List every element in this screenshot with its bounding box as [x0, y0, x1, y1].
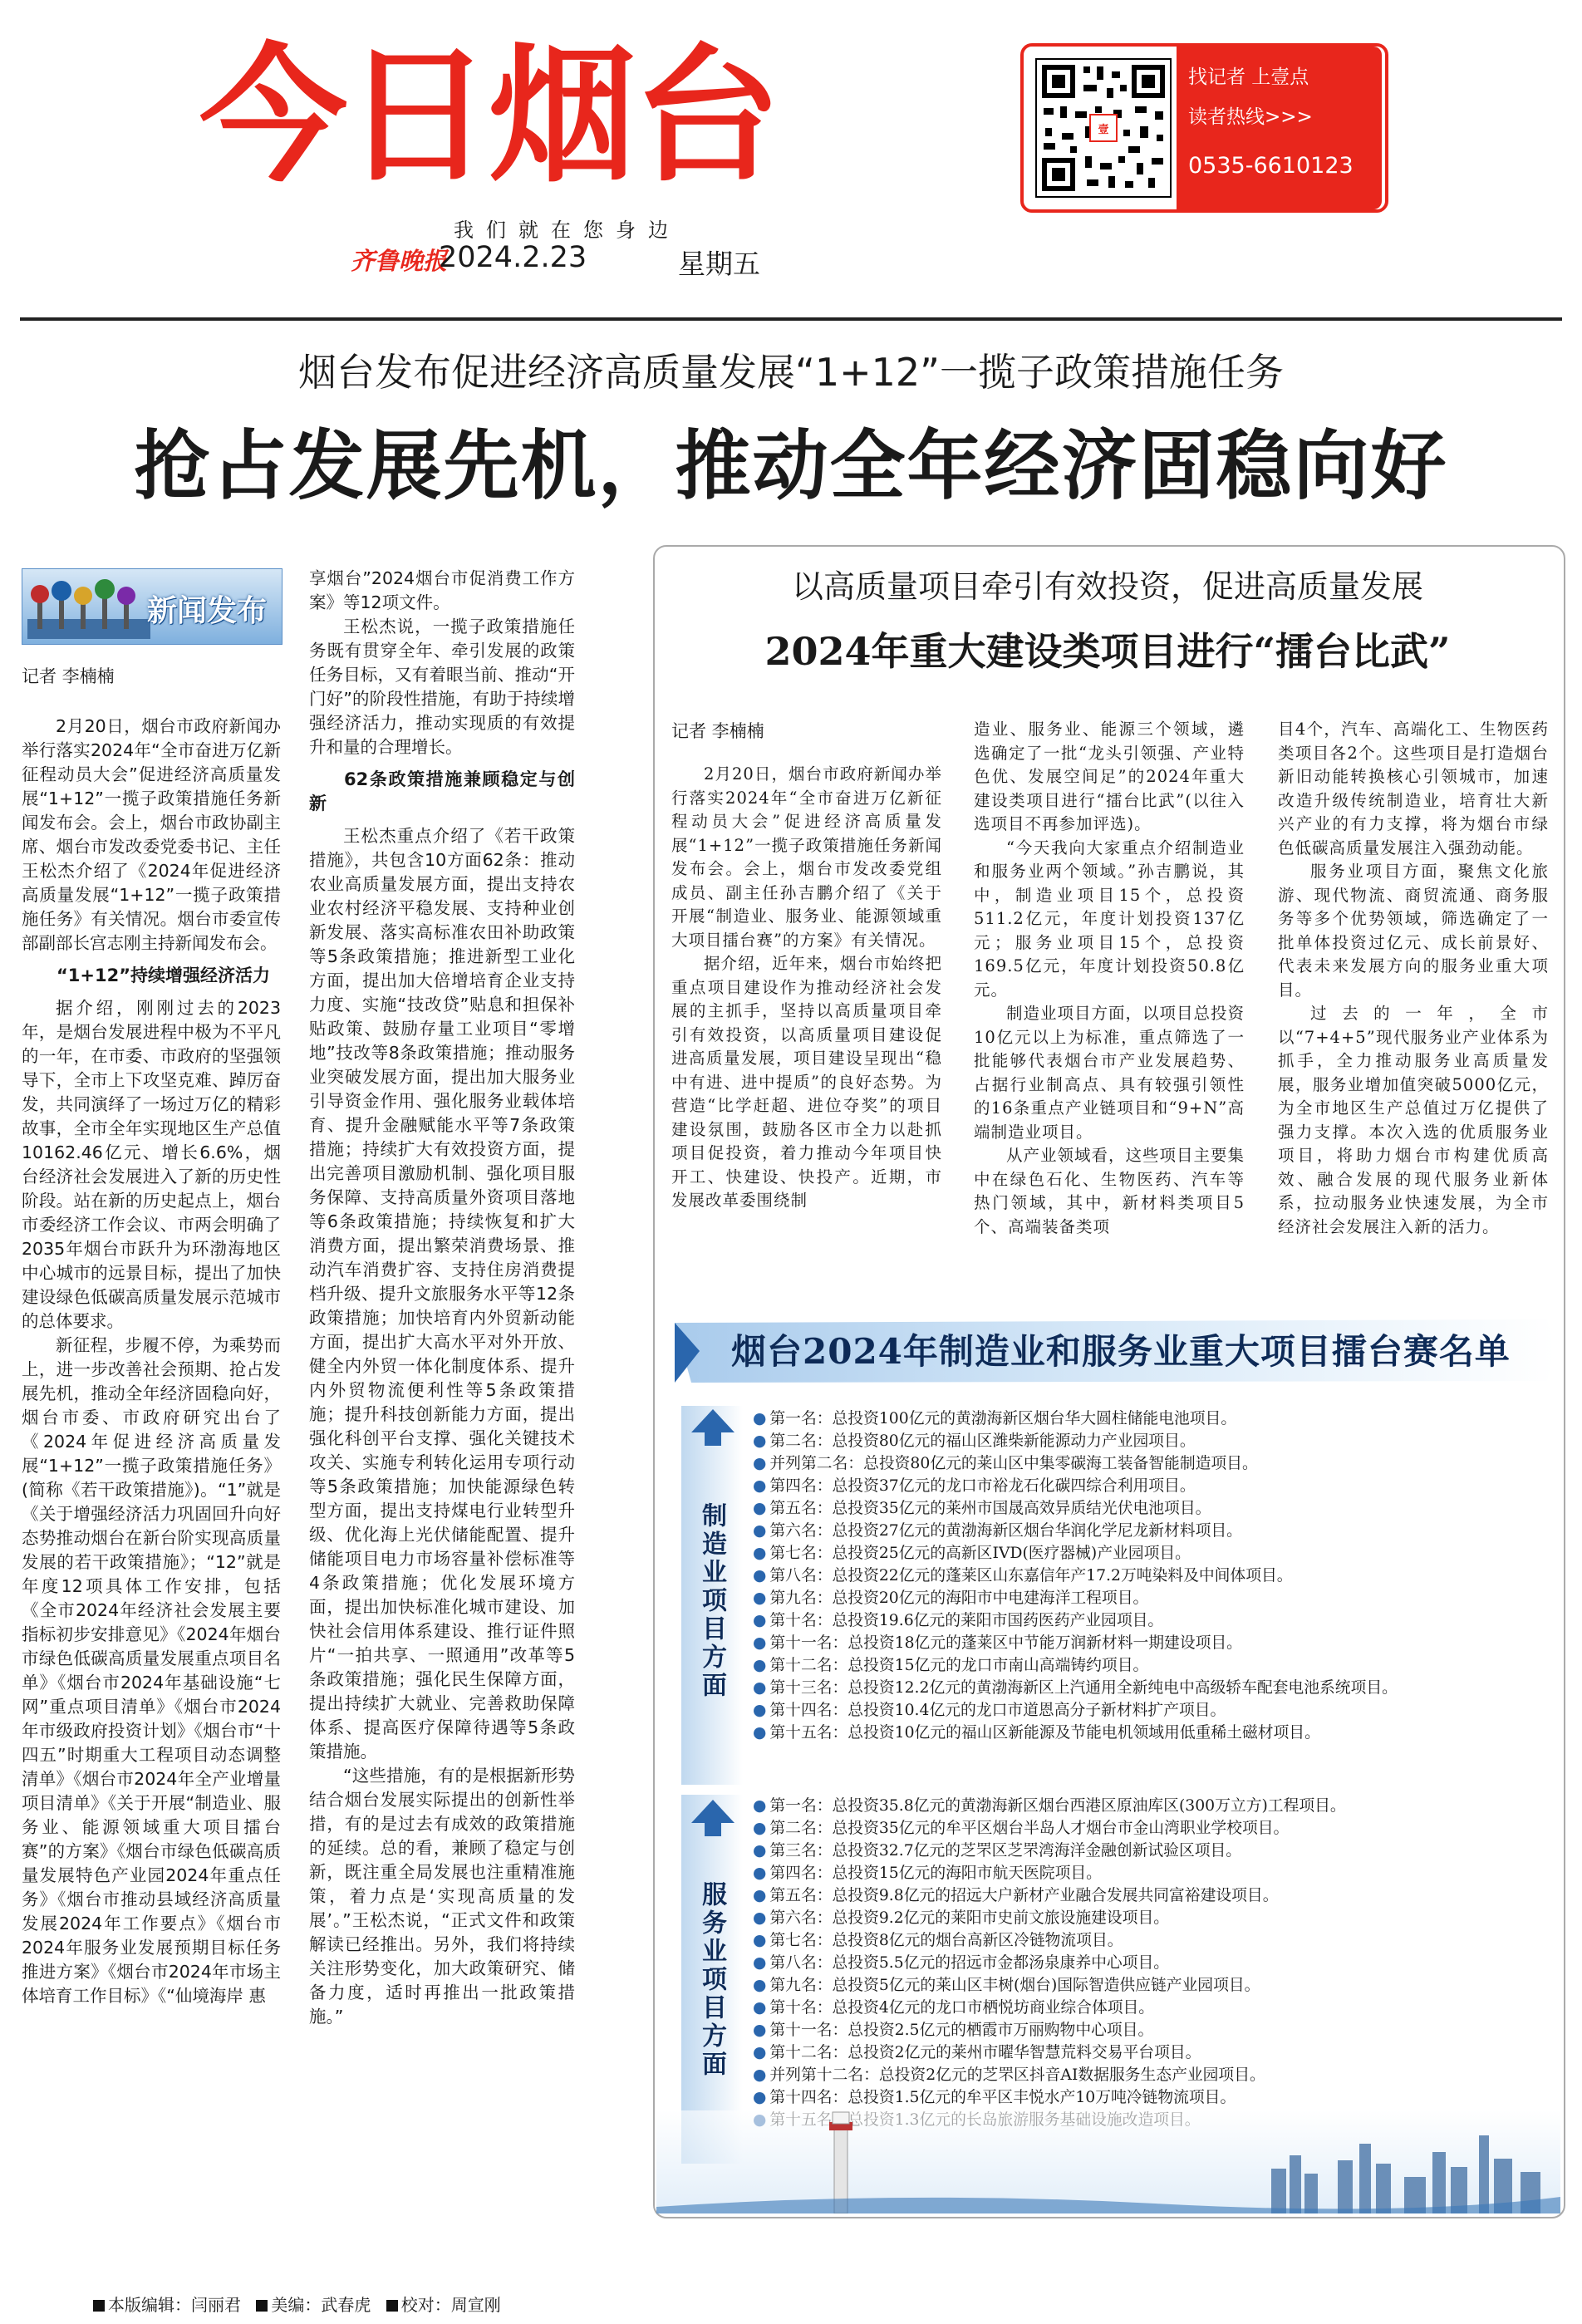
lead-paragraph: 王松杰重点介绍了《若干政策措施》，共包含10方面62条：推动农业高质量发展方面，提出支持农业农村经济平稳发展、支持种业创新发展、落实高标准农田补助政策等5条政策措施；推进新型工业化方面，提出加大倍增培育企业支持力度、实施“技改贷”贴息和担保补贴政策、鼓励存量工业项目“零增地”技改等8条政策措施；推动服务业突破发展方面，提出加大服务业引导资金作用、强化服务业载体培育、提升金融赋能水平等7条政策措施；持续扩大有效投资方面，提出完善项目激励机制、强化项目服务保障、支持高质量外资项目落地等6条政策措施；持续恢复和扩大消费方面，提出繁荣消费场景、推动汽车消费扩容、支持住房消费提档升级、提升文旅服务水平等12条政策措施；加快培育内外贸新动能方面，提出扩大高水平对外开放、健全内外贸一体化制度体系、提升内外贸物流便利性等5条政策措施；提升科技创新能力方面，提出强化科创平台支撑、强化关键技术攻关、实施专利转化运用专项行动等5条政策措施；加快能源绿色转型方面，提出支持煤电行业转型升级、优化海上光伏储能配置、提升储能项目电力市场容量补偿标准等4条政策措施；优化发展环境方面，提出加快标准化城市建设、加快社会信用体系建设、推行证件照片“一拍共享、一照通用”改革等5条政策措施；强化民生保障方面，提出持续扩大就业、完善救助保障体系、提高医疗保障待遇等5条政策措施。: [309, 826, 575, 1761]
bullet-icon: ●: [753, 1999, 767, 2017]
bullet-icon: ●: [753, 1477, 767, 1495]
list-item-text: 第八名：总投资22亿元的蓬莱区山东嘉信年产17.2万吨染料及中间体项目。: [769, 1567, 1293, 1585]
square-bullet-icon: [93, 2300, 105, 2312]
lead-paragraph: 新征程，步履不停，为乘势而上，进一步改善社会预期、抢占发展先机，推动全年经济固稳向好，烟台市委、市政府研究出台了《2024年促进经济高质量发展“1+12”一揽子政策措施任务》(简称《若干政策措施》)。“1”就是《关于增强经济活力巩固回升向好态势推动烟台在新台阶实现高质量发展的若干政策措施》；“12”就是年度12项具体工作安排，包括《全市2024年经济社会发展主要指标初步安排意见》《2024年烟台市绿色低碳高质量发展重点项目名单》《烟台市2024年基础设施“七网”重点项目清单》《烟台市2024年市级政府投资计划》《烟台市“十四五”时期重大工程项目动态调整清单》《烟台市2024年全产业增量项目清单》《关于开展“制造业、服务业、能源领域重大项目擂台赛”的方案》《烟台市绿色低碳高质量发展特色产业园2024年重点任务》《烟台市推动县域经济高质量发展2024年工作要点》《烟台市2024年服务业发展预期目标任务推进方案》《烟台市2024年市场主体培育工作目标》《“仙境海岸 惠: [22, 1335, 281, 2006]
list-item: [753, 1817, 1550, 1840]
list-title: 烟台2024年制造业和服务业重大项目擂台赛名单: [731, 1331, 1511, 1372]
list-item: [753, 1452, 1550, 1475]
list-item: [753, 1884, 1550, 1907]
list-item-text: 第七名：总投资25亿元的高新区IVD(医疗器械)产业园项目。: [769, 1545, 1191, 1562]
lead-paragraph: 享烟台”2024烟台市促消费工作方案》等12项文件。: [309, 568, 575, 612]
list-item: [753, 1929, 1550, 1952]
list-item: [753, 1542, 1550, 1565]
services-list: [753, 1795, 1550, 2131]
find-reporter-text: 找记者 上壹点: [1188, 66, 1309, 88]
list-item-text: 第六名：总投资27亿元的黄渤海新区烟台华润化学尼龙新材料项目。: [769, 1522, 1242, 1540]
list-item-text: 第十三名：总投资12.2亿元的黄渤海新区上汽通用全新纯电中高级轿车配套电池系统项目。: [769, 1679, 1398, 1697]
list-item-text: 第十名：总投资4亿元的龙口市栖悦坊商业综合体项目。: [769, 1999, 1155, 2017]
list-item: [753, 1408, 1550, 1430]
second-col-a: [671, 763, 942, 1213]
second-col-b: [974, 718, 1245, 1239]
list-item: [753, 1430, 1550, 1452]
list-item: [753, 1677, 1550, 1699]
list-item-text: 第九名：总投资20亿元的海阳市中电建海洋工程项目。: [769, 1589, 1149, 1607]
bullet-icon: ●: [753, 1954, 767, 1972]
lead-paragraph: “这些措施，有的是根据新形势结合烟台发展实际提出的创新性举措，有的是过去有成效的政策措施的延续。总的看，兼顾了稳定与创新，既注重全局发展也注重精准施策，着力点是‘实现高质量的发展’。”王松杰说，“正式文件和政策解读已经推出。另外，我们将持续关注形势变化，加大政策研究、储备力度，适时再推出一批政策措施。”: [309, 1766, 575, 2027]
list-item: [753, 1795, 1550, 1817]
list-item: [753, 1699, 1550, 1722]
list-item-text: 第五名：总投资9.8亿元的招远大户新材产业融合发展共同富裕建设项目。: [769, 1887, 1279, 1904]
bullet-icon: ●: [753, 1612, 767, 1629]
hotline-number: 0535-6610123: [1188, 153, 1354, 179]
bullet-icon: ●: [753, 2022, 767, 2039]
bullet-icon: ●: [753, 1977, 767, 1994]
bullet-icon: ●: [753, 1797, 767, 1815]
manufacturing-label: 制造业项目方面: [697, 1502, 726, 1700]
list-item-text: 第二名：总投资35亿元的牟平区烟台半岛人才烟台市金山湾职业学校项目。: [769, 1820, 1290, 1837]
list-item-text: 第一名：总投资100亿元的黄渤海新区烟台华大圆柱储能电池项目。: [769, 1410, 1237, 1427]
lead-col2: [309, 567, 575, 2029]
list-item: [753, 1840, 1550, 1862]
list-item: [753, 2019, 1550, 2041]
list-item: [753, 2041, 1550, 2064]
second-paragraph: 制造业项目方面，以项目总投资10亿元以上为标准，重点筛选了一批能够代表烟台市产业发展趋势、占据行业制高点、具有较强引领性的16条重点产业链项目和“9+N”高端制造业项目。: [974, 1004, 1245, 1142]
bullet-icon: ●: [753, 1589, 767, 1607]
bullet-icon: ●: [753, 1724, 767, 1742]
bullet-icon: ●: [753, 1432, 767, 1450]
bullet-icon: ●: [753, 1410, 767, 1427]
lead-paragraph: 据介绍，刚刚过去的2023年，是烟台发展进程中极为不平凡的一年，在市委、市政府的坚强领导下，全市上下攻坚克难、踔厉奋发，共同演绎了一场过万亿的精彩故事，全市全年实现地区生产总值10162.46亿元、增长6.6%，烟台经济社会发展进入了新的历史性阶段。站在新的历史起点上，烟台市委经济工作会议、市两会明确了2035年烟台市跃升为环渤海地区中心城市的远景目标，提出了加快建设绿色低碳高质量发展示范城市的总体要求。: [22, 998, 281, 1331]
list-item: [753, 1565, 1550, 1587]
bullet-icon: ●: [753, 2044, 767, 2061]
masthead-divider: [20, 317, 1562, 321]
lead-kicker: 烟台发布促进经济高质量发展“1+12”一揽子政策措施任务: [297, 350, 1284, 395]
second-paragraph: 目4个，汽车、高端化工、生物医药类项目各2个。这些项目是打造烟台新旧动能转换核心引领城市，加速改造升级传统制造业，培育壮大新兴产业的有力支撑，将为烟台市绿色低碳高质量发展注入强劲动能。: [1278, 720, 1549, 857]
bullet-icon: ●: [753, 1522, 767, 1540]
bullet-icon: ●: [753, 2089, 767, 2106]
bullet-icon: ●: [753, 1567, 767, 1585]
list-item-text: 第十四名：总投资1.5亿元的牟平区丰悦水产10万吨冷链物流项目。: [769, 2089, 1236, 2106]
issue-date: 2024.2.23: [439, 241, 587, 274]
second-paragraph: 2月20日，烟台市政府新闻办举行落实2024年“全市奋进万亿新征程动员大会”促进经济高质量发展“1+12”一揽子政策措施任务新闻发布会。会上，烟台市发改委党组成员、副主任孙吉鹏介绍了《关于开展“制造业、服务业、能源领域重大项目擂台赛”的方案》有关情况。: [671, 764, 942, 950]
list-item-text: 第十二名：总投资15亿元的龙口市南山高端铸约项目。: [769, 1657, 1149, 1674]
list-item: [753, 2064, 1550, 2086]
second-paragraph: 据介绍，近年来，烟台市始终把重点项目建设作为推动经济社会发展的主抓手，坚持以高质量项目牵引有效投资，以高质量项目建设促进高质量发展，项目建设呈现出“稳中有进、进中提质”的良好态势。为营造“比学赶超、进位夺奖”的项目建设氛围，鼓励各区市全力以赴抓项目促投资，着力推动今年项目快开工、快建设、快投产。近期，市发展改革委围绕制: [671, 954, 943, 1210]
second-col-c: [1278, 718, 1549, 1239]
list-item: [753, 1907, 1550, 1929]
second-paragraph: 过去的一年，全市以“7+4+5”现代服务业产业体系为抓手，全力推动服务业高质量发展，服务业增加值突破5000亿元，为全市地区生产总值过万亿提供了强力支撑。本次入选的优质服务业项目，将助力烟台市构建优质高效、融合发展的现代服务业新体系，拉动服务业快速发展，为全市经济社会发展注入新的活力。: [1278, 1004, 1549, 1236]
arrow-up-icon: [691, 1409, 734, 1446]
lead-col1: [22, 715, 281, 2008]
list-item-text: 第八名：总投资5.5亿元的招远市金都汤泉康养中心项目。: [769, 1954, 1170, 1972]
city-skyline-illustration: [656, 2110, 1560, 2213]
bullet-icon: ●: [753, 1820, 767, 1837]
microphones-icon: [27, 577, 150, 639]
list-item: [753, 1609, 1550, 1632]
bullet-icon: ●: [753, 1887, 767, 1904]
list-item: [753, 1952, 1550, 1974]
list-item: [753, 1520, 1550, 1542]
bullet-icon: ●: [753, 1679, 767, 1697]
lead-byline: 记者 李楠楠: [22, 666, 115, 686]
second-kicker: 以高质量项目牵引有效投资，促进高质量发展: [791, 568, 1423, 605]
bullet-icon: ●: [753, 1865, 767, 1882]
lead-paragraph: 2月20日，烟台市政府新闻办举行落实2024年“全市奋进万亿新征程动员大会”促进经济高质量发展“1+12”一揽子政策措施任务新闻发布会。会上，烟台市政协副主席、烟台市发改委党委书记、主任王松杰介绍了《2024年促进经济高质量发展“1+12”一揽子政策措施任务》有关情况。烟台市委宣传部副部长宫志刚主持新闻发布会。: [22, 716, 281, 953]
proof-credit: 校对：周宣刚: [400, 2295, 501, 2315]
list-item: [753, 2086, 1550, 2109]
qr-code[interactable]: [1035, 58, 1172, 198]
list-item-text: 第四名：总投资15亿元的海阳市航天医院项目。: [769, 1865, 1102, 1882]
list-item: [753, 1997, 1550, 2019]
list-item-text: 第二名：总投资80亿元的福山区潍柴新能源动力产业园项目。: [769, 1432, 1196, 1450]
bullet-icon: ●: [753, 2066, 767, 2084]
second-byline: 记者 李楠楠: [671, 721, 764, 741]
list-item: [753, 1632, 1550, 1654]
bullet-icon: ●: [753, 1657, 767, 1674]
list-item: [753, 1587, 1550, 1609]
lead-subhead-1: “1+12”持续增强经济活力: [56, 965, 271, 985]
list-item-text: 第十二名：总投资2亿元的莱州市曜华智慧荒料交易平台项目。: [769, 2044, 1201, 2061]
masthead-title: 今日烟台: [199, 30, 778, 202]
list-item: [753, 1722, 1550, 1744]
list-item-text: 第十四名：总投资10.4亿元的龙口市道恩高分子新材料扩产项目。: [769, 1702, 1226, 1719]
list-item-text: 第三名：总投资32.7亿元的芝罘区芝罘湾海洋金融创新试验区项目。: [769, 1842, 1242, 1860]
services-label: 服务业项目方面: [697, 1881, 726, 2079]
news-release-badge: [22, 568, 282, 645]
list-item-text: 第十五名：总投资10亿元的福山区新能源及节能电机领域用低重稀土磁材项目。: [769, 1724, 1320, 1742]
list-item-text: 第十一名：总投资2.5亿元的栖霞市万丽购物中心项目。: [769, 2022, 1154, 2039]
list-item: [753, 1974, 1550, 1997]
news-release-label: 新闻发布: [147, 594, 268, 628]
hotline-label: 读者热线>>>: [1188, 106, 1313, 128]
second-paragraph: 从产业领域看，这些项目主要集中在绿色石化、生物医药、汽车等热门领域，其中，新材料类项目5个、高端装备类项: [974, 1146, 1245, 1236]
list-item-text: 第六名：总投资9.2亿元的莱阳市史前文旅设施建设项目。: [769, 1909, 1170, 1927]
second-paragraph: “今天我向大家重点介绍制造业和服务业两个领域。”孙吉鹏说，其中，制造业项目15个，总投资511.2亿元，年度计划投资137亿元；服务业项目15个，总投资169.5亿元，年度计划投资50.8亿元。: [974, 838, 1245, 1000]
designer-credit: 美编：武春虎: [271, 2295, 371, 2315]
issue-weekday: 星期五: [678, 248, 760, 280]
editor-credit: 本版编辑：闫丽君: [108, 2295, 241, 2315]
bullet-icon: ●: [753, 1500, 767, 1517]
bullet-icon: ●: [753, 1932, 767, 1949]
list-item-text: 第十名：总投资19.6亿元的莱阳市国药医药产业园项目。: [769, 1612, 1164, 1629]
lead-subhead-2: 62条政策措施兼顾稳定与创新: [309, 769, 575, 813]
list-item-text: 第一名：总投资35.8亿元的黄渤海新区烟台西港区原油库区(300万立方)工程项目。: [769, 1797, 1346, 1815]
list-item-text: 第五名：总投资35亿元的莱州市国晟高效异质结光伏电池项目。: [769, 1500, 1211, 1517]
bullet-icon: ●: [753, 1634, 767, 1652]
qr-panel[interactable]: [1020, 43, 1388, 213]
list-item-text: 第四名：总投资37亿元的龙口市裕龙石化碳四综合利用项目。: [769, 1477, 1196, 1495]
list-item: [753, 1862, 1550, 1884]
manufacturing-list: [753, 1408, 1550, 1744]
list-item: [753, 1497, 1550, 1520]
credits: [83, 2292, 501, 2316]
bullet-icon: ●: [753, 1842, 767, 1860]
bullet-icon: ●: [753, 1455, 767, 1472]
lead-paragraph: 王松杰说，一揽子政策措施任务既有贯穿全年、牵引发展的政策任务目标，又有着眼当前、推动“开门好”的阶段性措施，有助于持续增强经济活力，推动实现质的有效提升和量的合理增长。: [309, 617, 575, 757]
list-item-text: 并列第十二名：总投资2亿元的芝罘区抖音AI数据服务生态产业园项目。: [769, 2066, 1265, 2084]
list-item: [753, 1475, 1550, 1497]
list-item-text: 第十一名：总投资18亿元的蓬莱区中节能万润新材料一期建设项目。: [769, 1634, 1242, 1652]
bullet-icon: ●: [753, 1545, 767, 1562]
bullet-icon: ●: [753, 1909, 767, 1927]
list-item: [753, 1654, 1550, 1677]
list-item-text: 第九名：总投资5亿元的莱山区丰树(烟台)国际智造供应链产业园项目。: [769, 1977, 1260, 1994]
second-paragraph: 造业、服务业、能源三个领域，遴选确定了一批“龙头引领强、产业特色优、发展空间足”的2024年重大建设类项目进行“擂台比武”(以往入选项目不再参加评选)。: [974, 720, 1245, 833]
list-item-text: 并列第二名：总投资80亿元的莱山区中集零碳海工装备智能制造项目。: [769, 1455, 1258, 1472]
slogan: 我们就在您身边: [454, 219, 680, 242]
square-bullet-icon: [386, 2300, 398, 2312]
bullet-icon: ●: [753, 1702, 767, 1719]
list-item-text: 第七名：总投资8亿元的烟台高新区冷链物流项目。: [769, 1932, 1123, 1949]
square-bullet-icon: [256, 2300, 268, 2312]
reader-hotline: [1177, 47, 1382, 209]
qr-code-icon: [1037, 60, 1170, 196]
arrow-up-icon: [691, 1800, 734, 1836]
second-paragraph: 服务业项目方面，聚焦文化旅游、现代物流、商贸流通、商务服务等多个优势领域，筛选确定了一批单体投资过亿元、成长前景好、代表未来发展方向的服务业重大项目。: [1278, 862, 1549, 1000]
lead-headline: 抢占发展先机，推动全年经济固稳向好: [134, 422, 1448, 510]
paper-name: 齐鲁晚报: [351, 247, 448, 275]
svg-text:壹: 壹: [1098, 124, 1109, 136]
second-headline: 2024年重大建设类项目进行“擂台比武”: [764, 629, 1451, 674]
